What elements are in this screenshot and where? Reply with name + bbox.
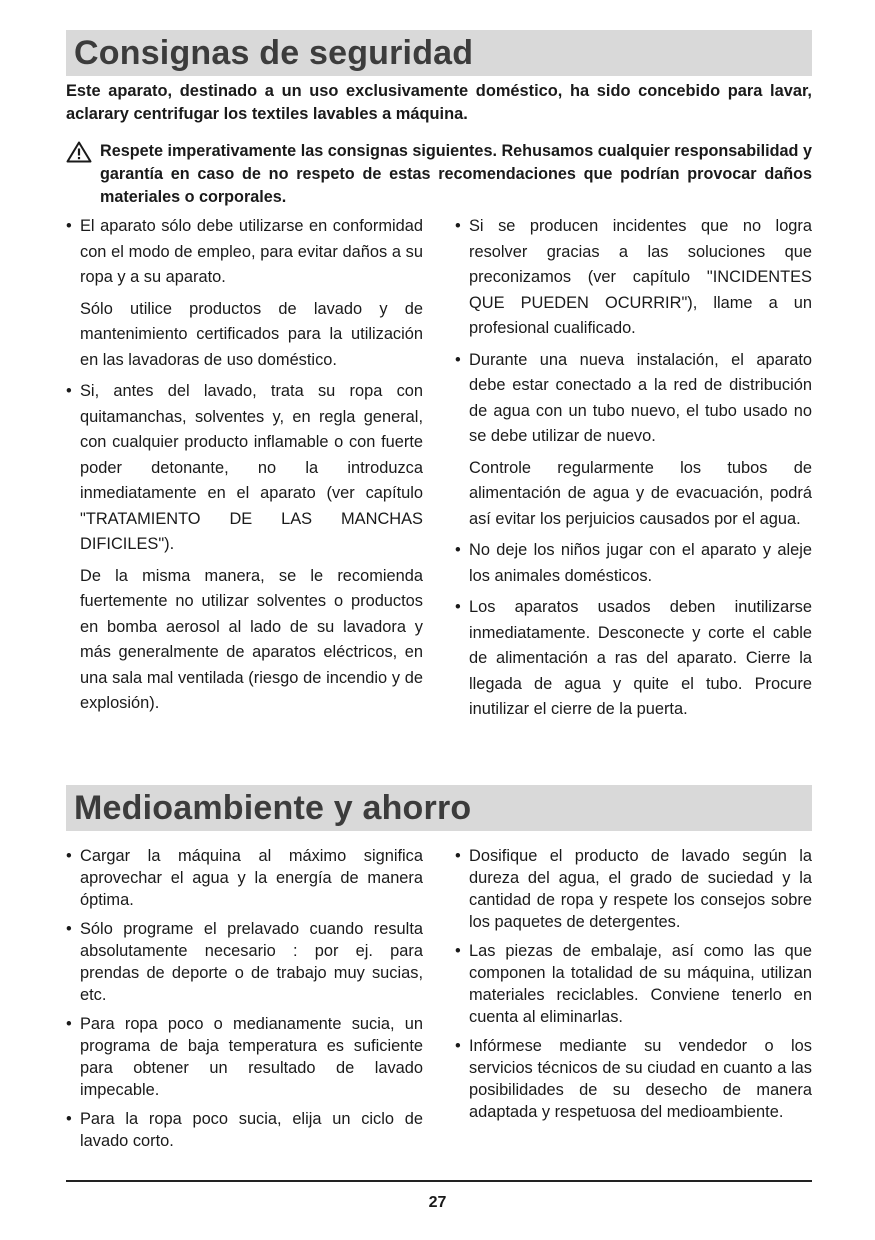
item-text: Si se producen incidentes que no logra resolver gracias a las soluciones que preconizamos (ver capítulo "INCIDENTES QUE PUEDEN OCURRIR"), llame a un profesional cualificado. xyxy=(469,217,812,337)
bullet: • xyxy=(455,541,461,559)
item-text: Durante una nueva instalación, el aparato debe estar conectado a la red de distribución de agua con un tubo nuevo, el tubo usado no se debe utilizar de nuevo. xyxy=(469,350,812,445)
bullet: • xyxy=(66,1110,72,1128)
list-item xyxy=(455,538,812,589)
page-number: 27 xyxy=(428,1194,447,1211)
bullet: • xyxy=(66,217,72,235)
item-text: Para ropa poco o medianamente sucia, un programa de baja temperatura es suficiente para obtener un resultado de lavado impecable. xyxy=(80,1015,423,1099)
list-item xyxy=(66,1013,423,1101)
safety-left-column xyxy=(66,214,423,729)
section-title-safety: Consignas de seguridad xyxy=(66,30,812,76)
warning-triangle-icon xyxy=(66,141,92,163)
bullet: • xyxy=(455,598,461,616)
item-text: Cargar la máquina al máximo significa aprovechar el agua y la energía de manera óptima. xyxy=(80,847,423,909)
item-text: Infórmese mediante su vendedor o los servicios técnicos de su ciudad en cuanto a las posibilidades de su desecho de manera adaptada y respetuosa del medioambiente. xyxy=(469,1037,812,1121)
warning-text: Respete imperativamente las consignas siguientes. Rehusamos cualquier responsabilidad y garantía en caso de no respeto de estas recomendaciones que podrían provocar daños materiales o corporales. xyxy=(100,142,812,206)
item-text: Los aparatos usados deben inutilizarse inmediatamente. Desconecte y corte el cable de alimentación a ras del aparato. Cierre la llegada de agua y quite el tubo. Procure inutilizar el cierre de la puerta. xyxy=(469,598,812,718)
list-item xyxy=(66,918,423,1006)
list-item xyxy=(455,348,812,533)
item-text: Las piezas de embalaje, así como las que componen la totalidad de su máquina, utilizan materiales reciclables. Conviene tenerlo en cuenta al eliminarlas. xyxy=(469,942,812,1026)
item-text: El aparato sólo debe utilizarse en conformidad con el modo de empleo, para evitar daños a su ropa y a su aparato. xyxy=(80,217,423,286)
environment-columns xyxy=(66,845,812,1159)
list-item xyxy=(455,214,812,342)
list-item xyxy=(455,845,812,933)
item-text: Sólo programe el prelavado cuando resulta absolutamente necesario : por ej. para prendas de deporte o de trabajo muy sucias, etc. xyxy=(80,920,423,1004)
list-item xyxy=(66,379,423,717)
bullet: • xyxy=(455,217,461,235)
bullet: • xyxy=(66,847,72,865)
item-text: Dosifique el producto de lavado según la dureza del agua, el grado de suciedad y la cantidad de ropa y respete los consejos sobre los paquetes de detergentes. xyxy=(469,847,812,931)
item-text: No deje los niños jugar con el aparato y aleje los animales domésticos. xyxy=(469,541,812,585)
list-item xyxy=(66,845,423,911)
safety-intro: Este aparato, destinado a un uso exclusivamente doméstico, ha sido concebido para lavar, aclarary centrifugar los textiles lavables a máquina. xyxy=(66,82,812,123)
section-title-environment: Medioambiente y ahorro xyxy=(66,785,812,831)
bullet: • xyxy=(66,1015,72,1033)
bullet: • xyxy=(455,1037,461,1055)
list-item xyxy=(455,595,812,723)
item-text: Para la ropa poco sucia, elija un ciclo de lavado corto. xyxy=(80,1110,423,1150)
safety-right-column xyxy=(455,214,812,729)
bullet: • xyxy=(66,382,72,400)
environment-left-column xyxy=(66,845,423,1159)
environment-section xyxy=(66,785,812,1159)
footer-divider xyxy=(66,1180,812,1182)
item-text: De la misma manera, se le recomienda fuertemente no utilizar solventes o productos en bomba aerosol al lado de su lavadora y más generalmente de aparatos eléctricos, en una sala mal ventilada (riesgo de incendio y de explosión). xyxy=(80,566,423,712)
item-text: Si, antes del lavado, trata su ropa con quitamanchas, solventes y, en regla general, con cualquier producto inflamable o con fuerte poder detonante, no la introduzca inmediatamente en el aparato (ver capítulo "TRATAMIENTO DE LAS MANCHAS DIFICILES"). xyxy=(80,382,423,553)
bullet: • xyxy=(455,942,461,960)
safety-columns xyxy=(66,214,812,729)
list-item xyxy=(66,214,423,373)
list-item xyxy=(455,1035,812,1123)
bullet: • xyxy=(455,847,461,865)
safety-section xyxy=(66,30,812,729)
list-item xyxy=(455,940,812,1028)
safety-warning xyxy=(66,140,812,209)
item-text: Sólo utilice productos de lavado y de mantenimiento certificados para la utilización en las lavadoras de uso doméstico. xyxy=(80,299,423,369)
bullet: • xyxy=(66,920,72,938)
item-text: Controle regularmente los tubos de alimentación de agua y de evacuación, podrá así evitar los perjuicios causados por el agua. xyxy=(469,458,812,528)
bullet: • xyxy=(455,350,461,369)
environment-right-column xyxy=(455,845,812,1159)
list-item xyxy=(66,1108,423,1152)
